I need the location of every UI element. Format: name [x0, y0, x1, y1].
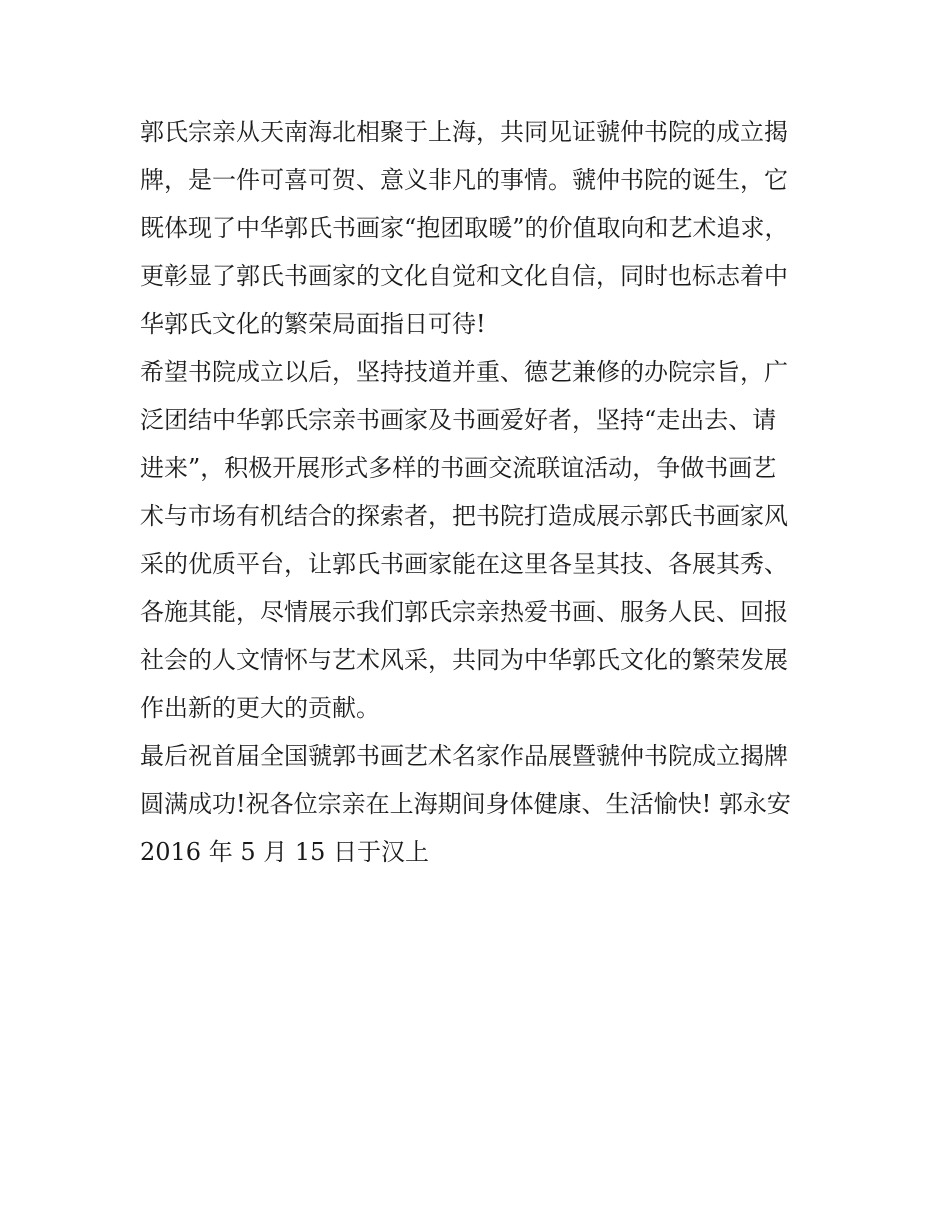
paragraph-1-line-5: 华郭氏文化的繁荣局面指日可待!	[140, 310, 486, 338]
paragraph-2-line-6: 各施其能，尽情展示我们郭氏宗亲热爱书画、服务人民、回报	[140, 598, 788, 626]
paragraph-2-line-5: 采的优质平台，让郭氏书画家能在这里各呈其技、各展其秀、	[140, 550, 788, 578]
document-body	[140, 108, 820, 876]
paragraph-1-line-4: 更彰显了郭氏书画家的文化自觉和文化自信，同时也标志着中	[140, 262, 788, 290]
date-signature-line: 2016 年 5 月 15 日于汉上	[140, 838, 430, 866]
paragraph-1-line-1: 郭氏宗亲从天南海北相聚于上海，共同见证虢仲书院的成立揭	[140, 118, 788, 146]
paragraph-2-line-7: 社会的人文情怀与艺术风采，共同为中华郭氏文化的繁荣发展	[140, 646, 788, 674]
paragraph-2-line-1: 希望书院成立以后，坚持技道并重、德艺兼修的办院宗旨，广	[140, 358, 788, 386]
paragraph-2-line-3: 进来”，积极开展形式多样的书画交流联谊活动，争做书画艺	[140, 454, 777, 482]
paragraph-2-line-2: 泛团结中华郭氏宗亲书画家及书画爱好者，坚持“走出去、请	[140, 406, 777, 434]
paragraph-1-line-3: 既体现了中华郭氏书画家“抱团取暖”的价值取向和艺术追求，	[140, 214, 789, 242]
paragraph-2-line-4: 术与市场有机结合的探索者，把书院打造成展示郭氏书画家风	[140, 502, 788, 530]
paragraph-2-line-8: 作出新的更大的贡献。	[140, 694, 380, 722]
paragraph-3-line-2: 圆满成功!祝各位宗亲在上海期间身体健康、生活愉快! 郭永安	[140, 790, 791, 818]
paragraph-3-line-1: 最后祝首届全国虢郭书画艺术名家作品展暨虢仲书院成立揭牌	[140, 742, 788, 770]
paragraph-1-line-2: 牌，是一件可喜可贺、意义非凡的事情。虢仲书院的诞生，它	[140, 166, 788, 194]
